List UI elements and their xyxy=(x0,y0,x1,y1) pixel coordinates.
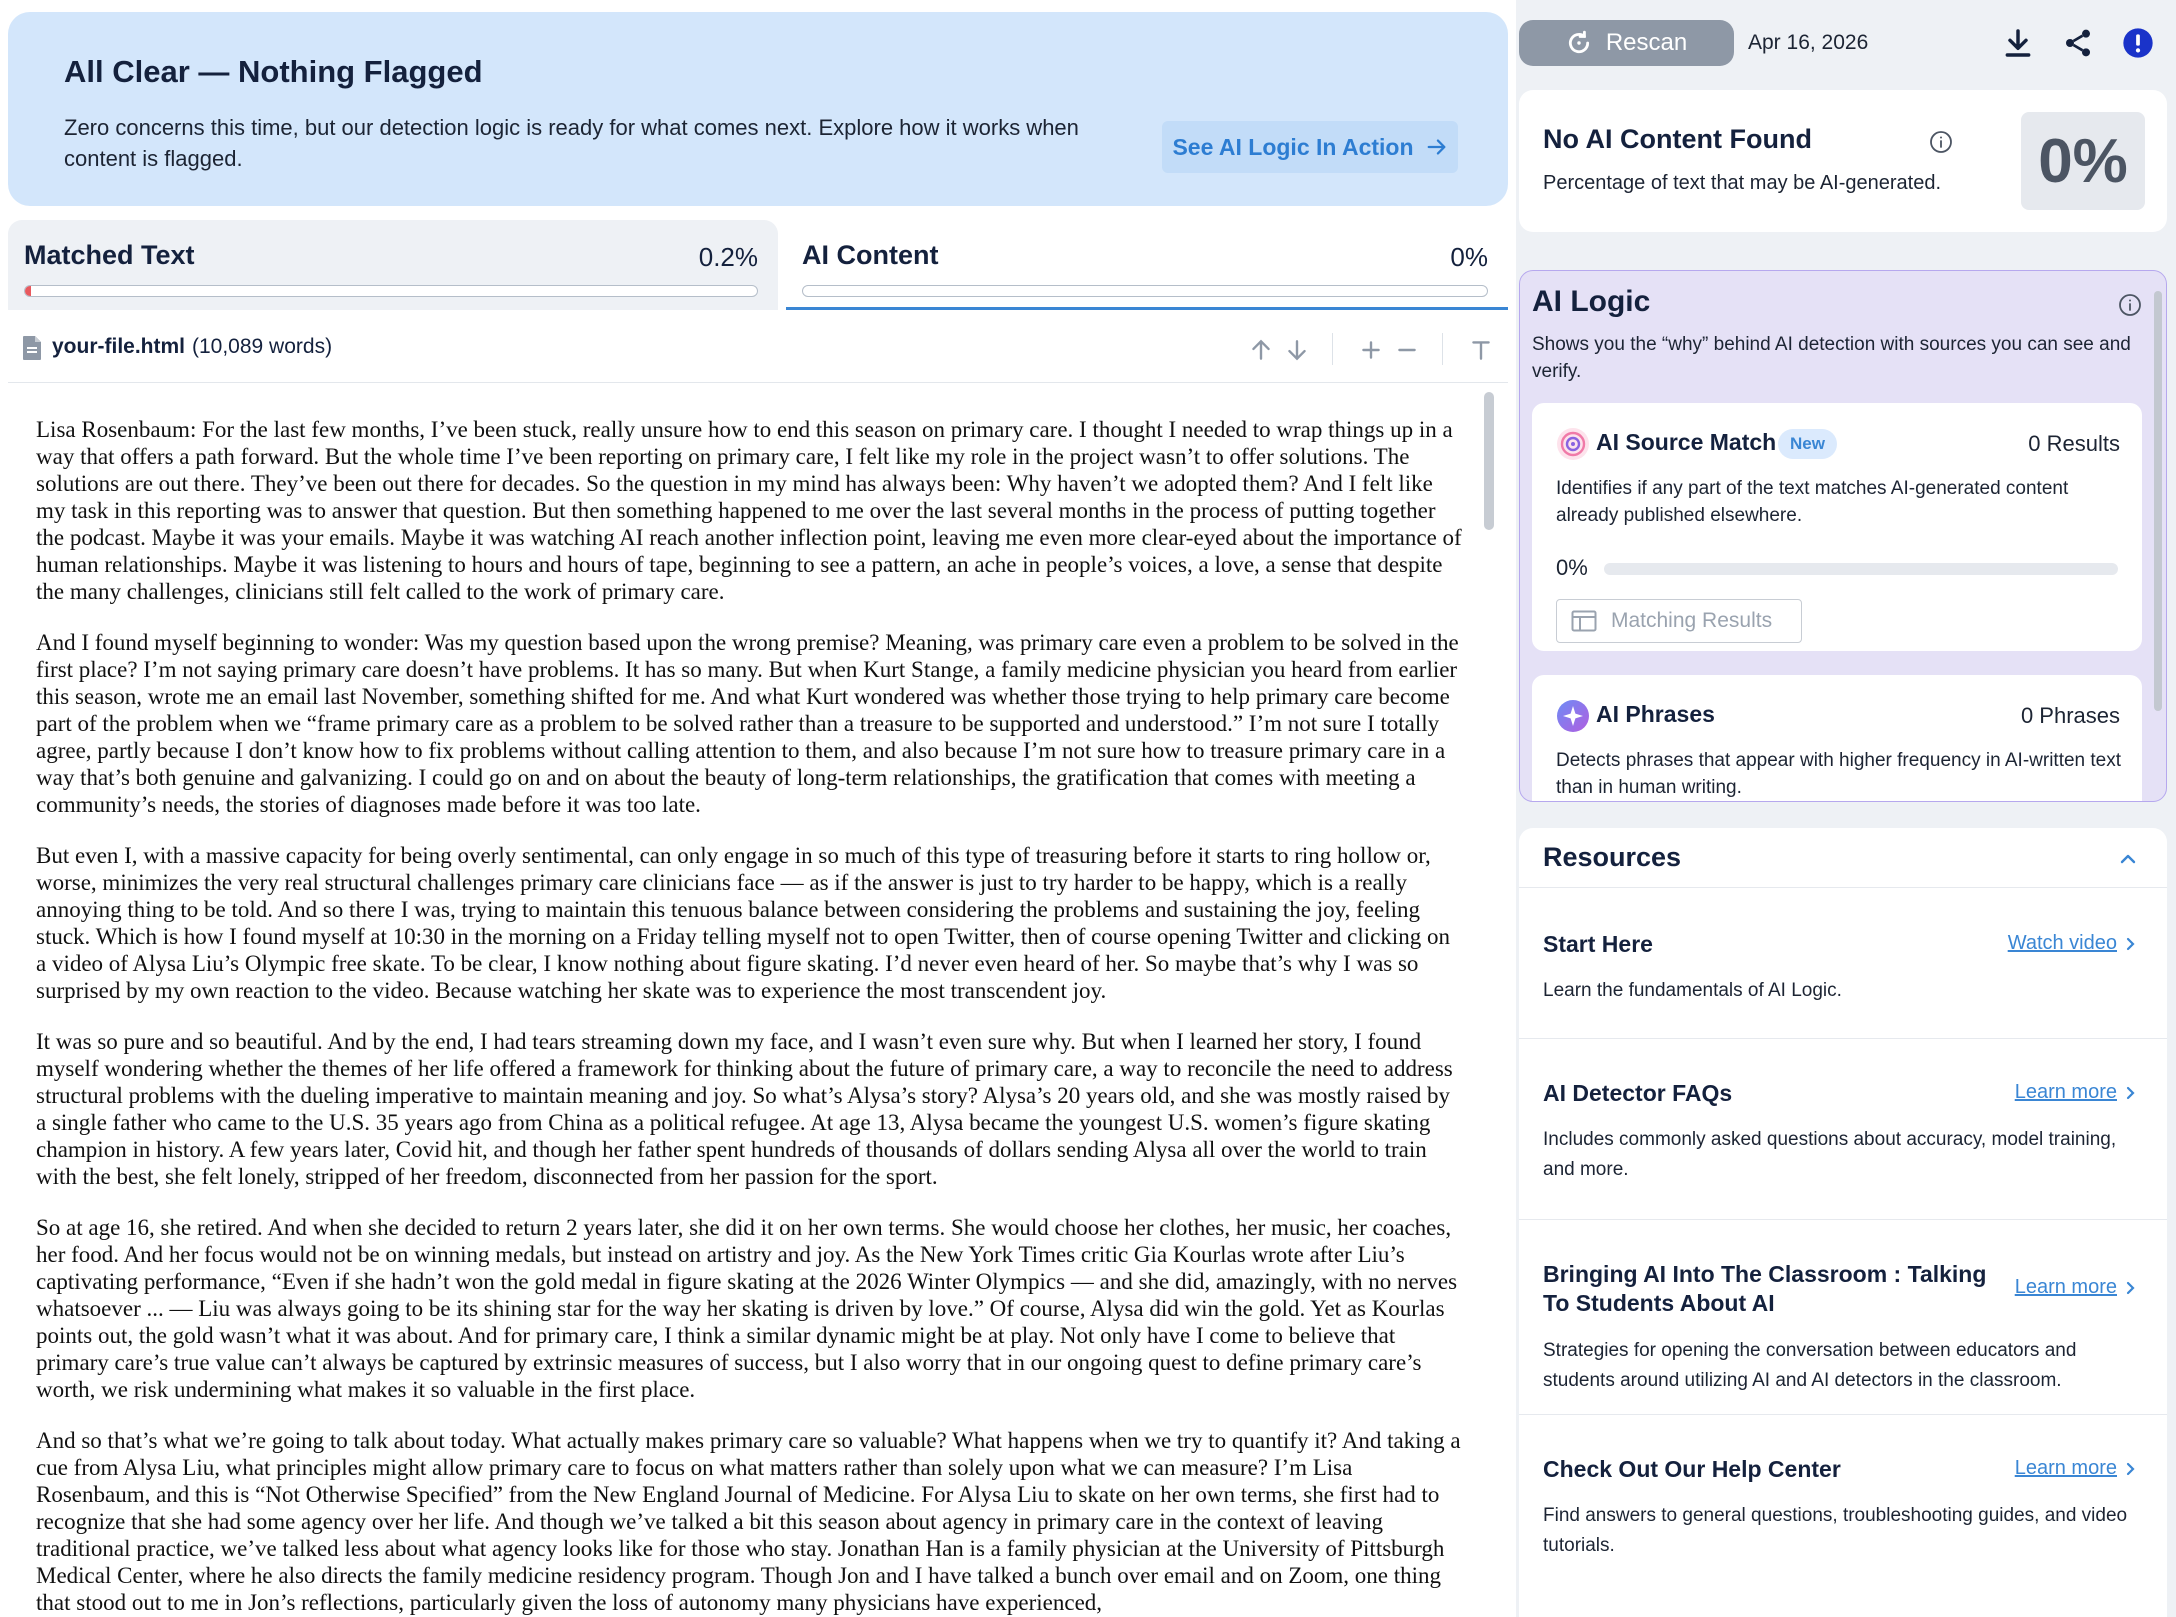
resource-item xyxy=(1519,1415,2167,1617)
toolbar-divider xyxy=(1332,333,1333,365)
see-ai-logic-button[interactable] xyxy=(1162,121,1458,173)
window-icon xyxy=(1571,610,1597,632)
arrow-right-icon xyxy=(1426,136,1448,158)
resource-description: Includes commonly asked questions about accuracy, model training, and more. xyxy=(1543,1129,2117,1180)
text-size-icon[interactable] xyxy=(1468,337,1494,363)
file-icon xyxy=(22,335,42,361)
chevron-up-icon[interactable] xyxy=(2119,850,2137,868)
document-paragraph: But even I, with a massive capacity for being overly sentimental, can only engage in so much of this type of treasuring before it starts to ring hollow or, worse, minimizes the very real structural challenges primary care clinicians face — as if the answer is just to try harder to be happy, which is a really annoying thing to be told. And so there I was, trying to maintain this tenuous balance between considering the problems and sustaining the joy, feeling stuck. Which is how I found myself at 10:30 in the morning on a Friday telling myself not to open Twitter, then of course opening Twitter and clicking on a video of Alysa Liu’s Olympic free skate. To be clear, I know nothing about figure skating. I’d never even heard of her. So maybe that’s why I was so surprised by my own reaction to the video. Because watching her skate was to experience the most transcendent joy. xyxy=(36,843,1450,1003)
info-icon[interactable] xyxy=(2118,293,2142,317)
result-tabs xyxy=(8,220,1508,310)
download-icon[interactable] xyxy=(2002,27,2034,59)
toolbar-divider xyxy=(1442,333,1443,365)
document-paragraph: Lisa Rosenbaum: For the last few months, I’ve been stuck, really unsure how to end this season on primary care. I thought I needed to wrap things up in a way that offers a path forward. But the whole time I’ve been reporting on primary care, I felt like my role in the project wasn’t to offer solutions. The solutions are out there. They’ve been out there for decades. So the question in my mind has always been: Why haven’t we adopted them? And I felt like my task in this reporting was to answer that question. But then something happened to me over the last several months in the process of putting together the podcast. Maybe it was your emails. Maybe it was watching AI reach another inflection point, leaving me even more clear-eyed about the importance of human relationships. Maybe it was listening to hours and hours of tape, beginning to see a pattern, an ache in people’s voices, a love, a sense that despite the many challenges, clinicians still felt called to the work of primary care. xyxy=(36,417,1462,604)
resource-item xyxy=(1519,888,2167,1039)
plus-icon[interactable] xyxy=(1358,337,1384,363)
ai-score-card xyxy=(1519,90,2167,232)
document-paragraph: So at age 16, she retired. And when she decided to return 2 years later, she did it on her own terms. She would choose her clothes, her music, her coaches, her food. And her focus would not be on winning medals, but instead on artistry and joy. As the New York Times critic Gia Kourlas wrote after Liu’s captivating performance, “Even if she hadn’t won the gold medal in figure skating at the 2026 Winter Olympics — and she did, amazingly, with no nerves whatsoever ... — Liu was always going to be its shining star for the way her skating is driven by love.” Of course, Alysa did win the gold. Yet as Kourlas points out, the gold wasn’t what it was about. And for primary care, I think a similar dynamic might be at play. Not only have I come to believe that primary care’s true value can’t always be captured by extrinsic measures of success, but I also worry that in our ongoing quest to define primary care’s worth, we risk undermining what makes it so valuable in the first place. xyxy=(36,1215,1458,1402)
tab-matched-text-label: Matched Text xyxy=(24,240,195,270)
word-count: (10,089 words) xyxy=(192,335,333,358)
ai-source-match-description: Identifies if any part of the text matches AI-generated content already published elsewhere. xyxy=(1556,478,2069,526)
document-text xyxy=(36,416,1464,1617)
resource-title: Check Out Our Help Center xyxy=(1543,1456,1841,1482)
chevron-right-icon xyxy=(2125,937,2137,951)
resource-title: Start Here xyxy=(1543,931,1653,957)
resources-header[interactable] xyxy=(1519,828,2167,888)
document-scrollbar-thumb[interactable] xyxy=(1484,392,1494,530)
sparkle-icon xyxy=(1556,699,1590,733)
share-icon[interactable] xyxy=(2062,27,2094,59)
ai-score-value: 0% xyxy=(2021,112,2145,210)
document-paragraph: And so that’s what we’re going to talk about today. What actually makes primary care so valuable? What happens when we try to quantify it? And taking a cue from Alysa Liu, what principles might allow primary care to focus on what matters rather than solely upon what we can measure? I’m Lisa Rosenbaum, and this is “Not Otherwise Specified” from the New England Journal of Medicine. For Alysa Liu to skate on her own terms, she first had to recognize that she had some agency over her life. And though we’ve talked a bit this season about agency in primary care in the context of leaving traditional practice, we’ve talked less about what agency looks like for those who stay. Jonathan Han is a family physician at the University of Pittsburgh Medical Center, where he also directs the family medicine residency program. Though Jon and I have talked a bunch over email and on Zoom, one thing that stood out to me in Jon’s reflections, particularly given the loss of autonomy many physicians have experienced, xyxy=(36,1428,1461,1615)
chevron-right-icon xyxy=(2125,1462,2137,1476)
matched-text-progress xyxy=(24,285,758,297)
chevron-right-icon xyxy=(2125,1281,2137,1295)
ai-source-match-card xyxy=(1532,403,2142,651)
resource-link[interactable] xyxy=(2015,1276,2137,1299)
matching-results-button[interactable] xyxy=(1556,599,1802,643)
refresh-icon xyxy=(1566,30,1592,56)
ai-source-match-title: AI Source Match xyxy=(1596,429,1777,455)
ai-logic-description: Shows you the “why” behind AI detection with sources you can see and verify. xyxy=(1532,334,2131,382)
tab-ai-content[interactable] xyxy=(786,220,1508,310)
resource-link-label: Learn more xyxy=(2014,1081,2117,1103)
chevron-right-icon xyxy=(2125,1086,2137,1100)
ai-score-title: No AI Content Found xyxy=(1543,124,1812,154)
resource-link-label: Learn more xyxy=(2014,1276,2117,1298)
tab-ai-content-percent: 0% xyxy=(1450,242,1488,272)
resource-link-label: Learn more xyxy=(2014,1457,2117,1479)
document-scrollbar[interactable] xyxy=(1484,388,1496,1617)
ai-logic-title: AI Logic xyxy=(1532,285,1651,318)
rescan-button[interactable] xyxy=(1519,20,1734,66)
file-toolbar xyxy=(8,315,1508,383)
ai-logic-panel xyxy=(1519,270,2167,802)
ai-score-description: Percentage of text that may be AI-generated. xyxy=(1543,172,1942,194)
ai-phrases-title: AI Phrases xyxy=(1596,701,1715,727)
resource-item xyxy=(1519,1220,2167,1415)
minus-icon[interactable] xyxy=(1394,337,1420,363)
all-clear-banner xyxy=(8,12,1508,206)
document-paragraph: It was so pure and so beautiful. And by the end, I had tears streaming down my face, and I wasn’t even sure why. But when I learned her story, I found myself wondering whether the themes of her life offered a framework for thinking about the future of primary care, a way to reconcile the need to address structural problems with the dueling imperative to maintain meaning and joy. So what’s Alysa’s story? Alysa’s 20 years old, and she was mostly raised by a single father who came to the U.S. 35 years ago from China as a political refugee. At age 13, Alysa became the youngest U.S. women’s figure skating champion in history. A few years later, Covid hit, and though her father spent hundreds of thousands of dollars sending Alysa all over the world to train with the best, she felt lonely, stripped of her freedom, disconnected from her passion for the sport. xyxy=(36,1029,1453,1189)
banner-title: All Clear — Nothing Flagged xyxy=(64,54,483,89)
tab-ai-content-label: AI Content xyxy=(802,240,939,270)
banner-description: Zero concerns this time, but our detection logic is ready for what comes next. Explore how it works when content is flagged. xyxy=(64,115,1079,171)
ai-source-match-percent: 0% xyxy=(1556,555,1588,580)
new-badge: New xyxy=(1778,429,1837,459)
ai-content-progress xyxy=(802,285,1488,297)
resource-title: Bringing AI Into The Classroom : Talking To Students About AI xyxy=(1543,1261,1987,1316)
resource-description: Find answers to general questions, troubleshooting guides, and video tutorials. xyxy=(1543,1505,2128,1556)
arrow-down-icon[interactable] xyxy=(1284,337,1310,363)
arrow-up-icon[interactable] xyxy=(1248,337,1274,363)
matching-results-label: Matching Results xyxy=(1611,609,1773,632)
tab-matched-text[interactable] xyxy=(8,220,778,310)
info-icon[interactable] xyxy=(1929,130,1953,154)
resources-panel xyxy=(1519,828,2167,1617)
ai-phrases-count: 0 Phrases xyxy=(2020,703,2120,728)
resource-link-label: Watch video xyxy=(2007,932,2117,954)
resource-link[interactable] xyxy=(2015,1081,2137,1104)
ai-phrases-card xyxy=(1532,675,2142,802)
ai-source-match-progress xyxy=(1604,563,2118,575)
resource-title: AI Detector FAQs xyxy=(1543,1080,1733,1106)
tab-matched-text-percent: 0.2% xyxy=(698,242,758,272)
scan-date: Apr 16, 2026 xyxy=(1748,31,1869,54)
analysis-sidebar xyxy=(1516,0,2176,1617)
source-match-icon xyxy=(1556,427,1590,461)
document-paragraph: And I found myself beginning to wonder: Was my question based upon the wrong premise? Meaning, was primary care even a problem to be solved in the first place? I’m not saying primary care doesn’t have problems. It has so many. But when Kurt Stange, a family medicine physician you heard from earlier this season, wrote me an email last November, something shifted for me. And what Kurt wondered was whether those trying to help primary care become part of the problem when we “frame primary care as a problem to be solved rather than a treasure to be supported and understood.” I’m not sure I totally agree, partly because I don’t know how to fix problems without calling attention to them, and also because I’m not sure how to treasure primary care in a way that’s both genuine and galvanizing. I could go on and on about the beauty of long-term relationships, the gratification that comes with meeting a community’s needs, the stories of diagnoses made before it was too late. xyxy=(36,630,1459,817)
resource-description: Strategies for opening the conversation between educators and students around utilizing AI and AI detectors in the classroom. xyxy=(1543,1340,2077,1391)
ai-phrases-description: Detects phrases that appear with higher frequency in AI-written text than in human writing. xyxy=(1556,750,2122,798)
alert-icon[interactable] xyxy=(2122,27,2154,59)
resource-item xyxy=(1519,1039,2167,1220)
rescan-label: Rescan xyxy=(1605,29,1688,56)
ai-logic-scrollbar[interactable] xyxy=(2154,291,2162,711)
resources-title: Resources xyxy=(1543,842,1682,872)
file-name: your-file.html xyxy=(52,335,186,358)
resource-link[interactable] xyxy=(2008,932,2137,955)
see-ai-logic-label: See AI Logic In Action xyxy=(1172,133,1414,160)
ai-source-match-count: 0 Results xyxy=(2028,431,2120,456)
matched-text-progress-fill xyxy=(25,286,31,296)
resource-description: Learn the fundamentals of AI Logic. xyxy=(1543,980,1842,1001)
resource-link[interactable] xyxy=(2015,1457,2137,1480)
